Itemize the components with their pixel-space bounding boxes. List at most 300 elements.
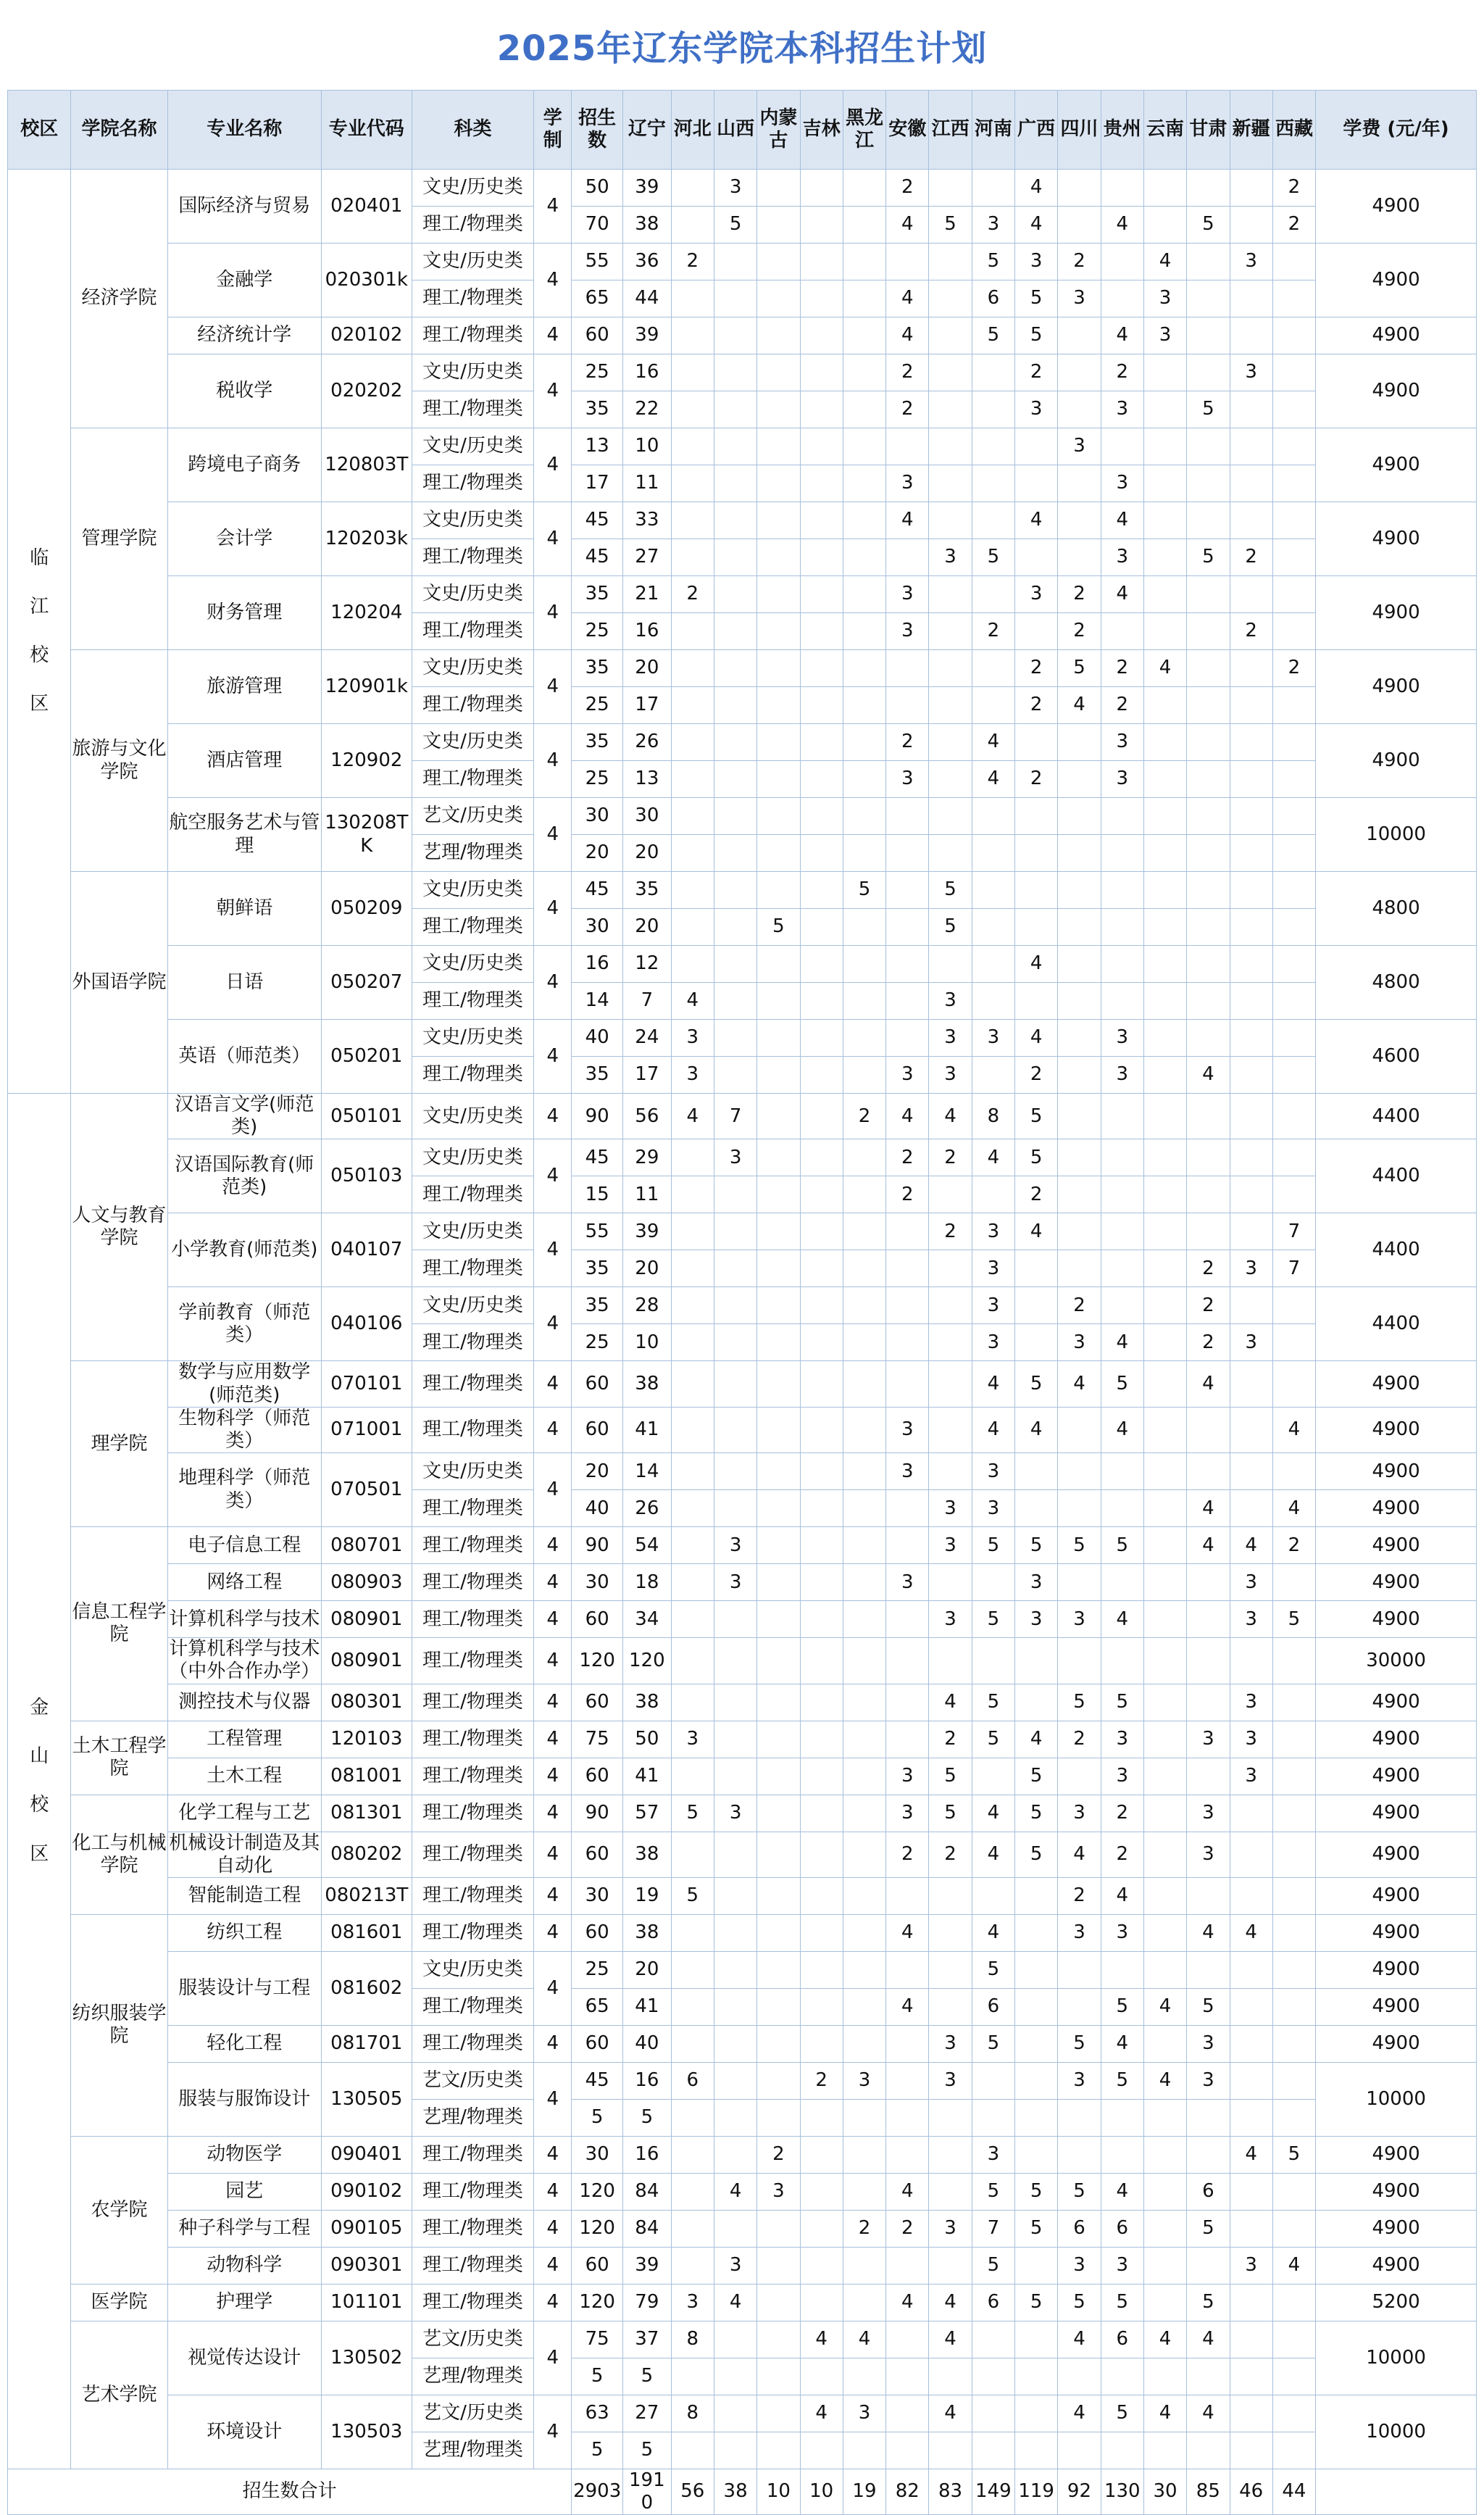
province-cell [886,1684,929,1721]
quota-cell: 35 [572,1287,623,1324]
major-cell: 航空服务艺术与管理 [167,798,321,872]
province-cell [886,2099,929,2136]
province-cell: 5 [1015,1361,1058,1407]
province-cell [800,798,843,835]
province-cell [929,1564,972,1601]
province-cell [757,539,800,576]
table-row [8,244,1477,280]
province-cell [800,2210,843,2247]
table-row [8,1213,1477,1250]
province-cell-liaoning: 41 [623,1758,672,1795]
table-row [8,1453,1477,1490]
province-cell [800,1407,843,1452]
province-cell: 6 [1187,2173,1230,2210]
province-cell [1101,244,1143,280]
province-cell: 4 [1101,502,1143,539]
province-cell: 5 [1101,1988,1143,2025]
province-cell [972,2321,1014,2358]
quota-cell: 60 [572,1758,623,1795]
quota-cell: 30 [572,1564,623,1601]
quota-cell: 35 [572,391,623,428]
province-cell [1272,2284,1315,2321]
province-cell [757,2062,800,2099]
province-cell: 5 [1101,1684,1143,1721]
province-cell [714,2099,756,2136]
province-cell-liaoning: 26 [623,1490,672,1527]
province-cell [1101,1094,1143,1139]
province-cell [757,1139,800,1176]
province-cell: 2 [1058,1721,1101,1758]
province-cell [1015,2395,1058,2432]
quota-cell: 120 [572,2284,623,2321]
table-row [8,2247,1477,2284]
quota-cell: 120 [572,2173,623,2210]
province-cell [929,835,972,872]
province-cell [1272,1684,1315,1721]
province-cell-liaoning: 17 [623,687,672,724]
table-row [8,1287,1477,1324]
province-cell [843,1795,885,1832]
province-cell [1230,1832,1272,1877]
quota-cell: 90 [572,1527,623,1564]
province-cell: 3 [671,1721,714,1758]
quota-cell: 45 [572,2062,623,2099]
duration-cell: 4 [534,650,572,724]
province-cell: 5 [972,539,1014,576]
province-cell [757,1914,800,1951]
province-cell [757,502,800,539]
province-cell [800,909,843,946]
province-cell [843,946,885,983]
quota-cell: 25 [572,1324,623,1361]
quota-cell: 30 [572,909,623,946]
province-cell [929,244,972,280]
province-cell: 4 [1143,650,1186,687]
province-cell: 4 [1015,502,1058,539]
province-cell [1230,1361,1272,1407]
province-cell [1272,835,1315,872]
province-cell [671,1324,714,1361]
column-header: 河北 [671,91,714,170]
province-cell: 2 [1058,576,1101,613]
province-cell [1187,2358,1230,2395]
province-cell [1143,2432,1186,2469]
quota-cell: 30 [572,798,623,835]
tuition-cell: 4900 [1316,1453,1477,1490]
province-cell: 3 [843,2062,885,2099]
province-cell [929,1638,972,1684]
province-cell: 3 [1058,280,1101,317]
province-cell [972,650,1014,687]
province-cell [671,1361,714,1407]
major-cell: 学前教育（师范类） [167,1287,321,1361]
province-cell [972,835,1014,872]
major-cell: 电子信息工程 [167,1527,321,1564]
province-cell [1143,465,1186,502]
province-cell: 5 [929,909,972,946]
province-cell [1187,317,1230,354]
province-cell [843,2432,885,2469]
province-cell [714,1020,756,1057]
province-cell [757,1287,800,1324]
province-cell [886,983,929,1020]
province-cell [1143,1287,1186,1324]
duration-cell: 4 [534,170,572,244]
province-cell [1187,280,1230,317]
province-cell [1058,391,1101,428]
province-cell [757,798,800,835]
province-cell [1058,1139,1101,1176]
province-cell [800,280,843,317]
totals-quota: 2903 [572,2469,623,2514]
table-row [8,2395,1477,2432]
province-cell [800,872,843,909]
province-cell [800,724,843,761]
province-cell: 4 [1101,317,1143,354]
province-cell [1058,502,1101,539]
province-cell: 3 [929,539,972,576]
province-cell: 3 [1101,1721,1143,1758]
province-cell [1230,1407,1272,1452]
duration-cell: 4 [534,428,572,502]
province-cell [1272,1287,1315,1324]
province-cell: 3 [757,2173,800,2210]
province-cell: 4 [972,1914,1014,1951]
totals-province: 130 [1101,2469,1143,2514]
province-cell: 4 [929,2395,972,2432]
province-cell [1101,1490,1143,1527]
province-cell [843,354,885,391]
quota-cell: 35 [572,724,623,761]
duration-cell: 4 [534,1094,572,1139]
quota-cell: 55 [572,1213,623,1250]
province-cell [843,1638,885,1684]
province-cell [1143,1176,1186,1213]
province-cell: 5 [1101,2284,1143,2321]
table-row [8,2136,1477,2173]
province-cell [757,1564,800,1601]
duration-cell: 4 [534,2284,572,2321]
province-cell [1143,909,1186,946]
province-cell-liaoning: 37 [623,2321,672,2358]
province-cell [671,1176,714,1213]
province-cell: 3 [1230,244,1272,280]
province-cell: 3 [1101,2247,1143,2284]
major-code-cell: 120204 [321,576,412,650]
subject-type-cell: 艺理/物理类 [412,2099,534,2136]
province-cell: 3 [886,465,929,502]
province-cell [1187,2099,1230,2136]
province-cell [1272,1832,1315,1877]
province-cell [1187,1758,1230,1795]
tuition-cell: 4900 [1316,1601,1477,1638]
tuition-cell: 4600 [1316,1020,1477,1094]
quota-cell: 60 [572,1601,623,1638]
province-cell [714,576,756,613]
duration-cell: 4 [534,1638,572,1684]
province-cell [1187,872,1230,909]
province-cell [1101,946,1143,983]
province-cell: 4 [1187,1057,1230,1094]
province-cell [843,428,885,465]
table-row [8,1721,1477,1758]
province-cell [757,354,800,391]
major-code-cell: 070501 [321,1453,412,1527]
province-cell [886,835,929,872]
province-cell [843,280,885,317]
province-cell: 2 [1187,1250,1230,1287]
province-cell [1143,539,1186,576]
totals-province: 30 [1143,2469,1186,2514]
province-cell [843,1721,885,1758]
province-cell-liaoning: 38 [623,1684,672,1721]
province-cell: 5 [1015,2284,1058,2321]
province-cell: 4 [1230,1527,1272,1564]
province-cell: 3 [886,1795,929,1832]
tuition-cell: 4900 [1316,2136,1477,2173]
province-cell [1187,465,1230,502]
table-row [8,1795,1477,1832]
province-cell [886,2136,929,2173]
province-cell [1230,428,1272,465]
province-cell-liaoning: 14 [623,1453,672,1490]
province-cell: 2 [671,576,714,613]
column-header: 山西 [714,91,756,170]
province-cell [1230,1139,1272,1176]
province-cell: 3 [972,1213,1014,1250]
province-cell [1272,576,1315,613]
province-cell: 5 [1015,280,1058,317]
province-cell [671,280,714,317]
province-cell: 4 [1187,2395,1230,2432]
province-cell [1187,1213,1230,1250]
tuition-cell: 4900 [1316,1758,1477,1795]
duration-cell: 4 [534,2062,572,2136]
province-cell [1101,872,1143,909]
province-cell-liaoning: 35 [623,872,672,909]
major-cell: 服装与服饰设计 [167,2062,321,2136]
province-cell: 4 [1101,207,1143,244]
province-cell: 4 [671,983,714,1020]
major-code-cell: 120901k [321,650,412,724]
province-cell-liaoning: 28 [623,1287,672,1324]
duration-cell: 4 [534,872,572,946]
province-cell [1101,1176,1143,1213]
province-cell [1015,909,1058,946]
province-cell [800,983,843,1020]
province-cell [1187,946,1230,983]
major-code-cell: 130503 [321,2395,412,2469]
province-cell: 2 [886,1832,929,1877]
province-cell [714,724,756,761]
enrollment-plan-table [7,90,1477,2515]
province-cell [1187,2432,1230,2469]
province-cell [1230,1287,1272,1324]
province-cell [1272,909,1315,946]
province-cell [714,1213,756,1250]
province-cell-liaoning: 44 [623,280,672,317]
province-cell [843,502,885,539]
province-cell-liaoning: 7 [623,983,672,1020]
province-cell [714,1832,756,1877]
college-cell: 农学院 [71,2136,167,2284]
subject-type-cell: 理工/物理类 [412,761,534,798]
province-cell: 3 [714,1139,756,1176]
major-code-cell: 080901 [321,1638,412,1684]
province-cell: 4 [1143,244,1186,280]
tuition-cell: 4900 [1316,1914,1477,1951]
province-cell: 3 [714,2247,756,2284]
province-cell: 4 [1187,1361,1230,1407]
subject-type-cell: 文史/历史类 [412,1094,534,1139]
subject-type-cell: 理工/物理类 [412,687,534,724]
table-row [8,650,1477,687]
province-cell [714,2395,756,2432]
province-cell-liaoning: 38 [623,1914,672,1951]
subject-type-cell: 理工/物理类 [412,1527,534,1564]
province-cell [929,280,972,317]
province-cell [800,207,843,244]
province-cell: 3 [1230,1684,1272,1721]
tuition-cell: 4800 [1316,946,1477,1020]
quota-cell: 30 [572,2136,623,2173]
province-cell [1058,1988,1101,2025]
province-cell [757,1407,800,1452]
major-code-cell: 120803T [321,428,412,502]
quota-cell: 70 [572,207,623,244]
tuition-cell: 4900 [1316,354,1477,428]
province-cell: 4 [714,2173,756,2210]
subject-type-cell: 理工/物理类 [412,983,534,1020]
duration-cell: 4 [534,1684,572,1721]
province-cell [1058,1057,1101,1094]
province-cell [714,2210,756,2247]
province-cell: 2 [929,1832,972,1877]
province-cell [714,2062,756,2099]
province-cell [1058,2136,1101,2173]
major-code-cell: 020102 [321,317,412,354]
province-cell [843,1914,885,1951]
province-cell [1143,1213,1186,1250]
province-cell-liaoning: 38 [623,1361,672,1407]
province-cell [972,946,1014,983]
province-cell [671,1988,714,2025]
province-cell: 2 [1101,1795,1143,1832]
tuition-cell: 4400 [1316,1287,1477,1361]
province-cell: 3 [1101,1758,1143,1795]
province-cell: 4 [886,1094,929,1139]
province-cell [972,2062,1014,2099]
tuition-cell: 10000 [1316,798,1477,872]
province-cell: 2 [1272,650,1315,687]
province-cell: 3 [929,1020,972,1057]
province-cell [1058,1453,1101,1490]
province-cell [929,576,972,613]
province-cell [757,946,800,983]
province-cell [1058,2432,1101,2469]
duration-cell: 4 [534,724,572,798]
province-cell [1187,650,1230,687]
subject-type-cell: 艺理/物理类 [412,835,534,872]
province-cell [800,2432,843,2469]
province-cell [800,1250,843,1287]
province-cell-liaoning: 39 [623,170,672,207]
table-row [8,1139,1477,1176]
duration-cell: 4 [534,2395,572,2469]
province-cell-liaoning: 38 [623,207,672,244]
province-cell: 8 [972,1094,1014,1139]
major-code-cell: 101101 [321,2284,412,2321]
province-cell: 3 [886,1407,929,1452]
province-cell [671,1490,714,1527]
subject-type-cell: 文史/历史类 [412,1139,534,1176]
province-cell: 6 [1101,2321,1143,2358]
province-cell: 4 [972,724,1014,761]
province-cell: 4 [1015,170,1058,207]
province-cell [1187,1684,1230,1721]
province-cell [800,1758,843,1795]
province-cell [714,613,756,650]
province-cell [757,1324,800,1361]
province-cell [714,1407,756,1452]
province-cell [800,1213,843,1250]
province-cell: 3 [1230,1324,1272,1361]
province-cell [671,1914,714,1951]
province-cell [1272,1176,1315,1213]
table-row [8,1684,1477,1721]
province-cell [1015,539,1058,576]
province-cell: 4 [972,1795,1014,1832]
province-cell [1143,2210,1186,2247]
major-code-cell: 120203k [321,502,412,576]
province-cell [1187,428,1230,465]
column-header: 贵州 [1101,91,1143,170]
province-cell [1187,1094,1230,1139]
totals-province: 10 [800,2469,843,2514]
tuition-cell: 4400 [1316,1213,1477,1287]
quota-cell: 75 [572,1721,623,1758]
province-cell [714,1721,756,1758]
province-cell [1230,835,1272,872]
province-cell [843,170,885,207]
province-cell-liaoning: 29 [623,1139,672,1176]
province-cell [886,1877,929,1914]
province-cell [1272,1758,1315,1795]
major-cell: 机械设计制造及其自动化 [167,1832,321,1877]
quota-cell: 120 [572,1638,623,1684]
province-cell [757,207,800,244]
province-cell-liaoning: 16 [623,2136,672,2173]
province-cell: 5 [929,872,972,909]
province-cell-liaoning: 24 [623,1020,672,1057]
table-row [8,1638,1477,1684]
column-header: 学费 (元/年) [1316,91,1477,170]
major-code-cell: 040107 [321,1213,412,1287]
province-cell-liaoning: 5 [623,2099,672,2136]
province-cell [1143,1020,1186,1057]
table-row [8,946,1477,983]
major-cell: 经济统计学 [167,317,321,354]
province-cell [1187,761,1230,798]
province-cell [671,502,714,539]
province-cell [1058,761,1101,798]
duration-cell: 4 [534,1453,572,1527]
province-cell [671,207,714,244]
province-cell [1230,2358,1272,2395]
province-cell [1143,1564,1186,1601]
province-cell [757,1951,800,1988]
province-cell: 4 [1272,2247,1315,2284]
